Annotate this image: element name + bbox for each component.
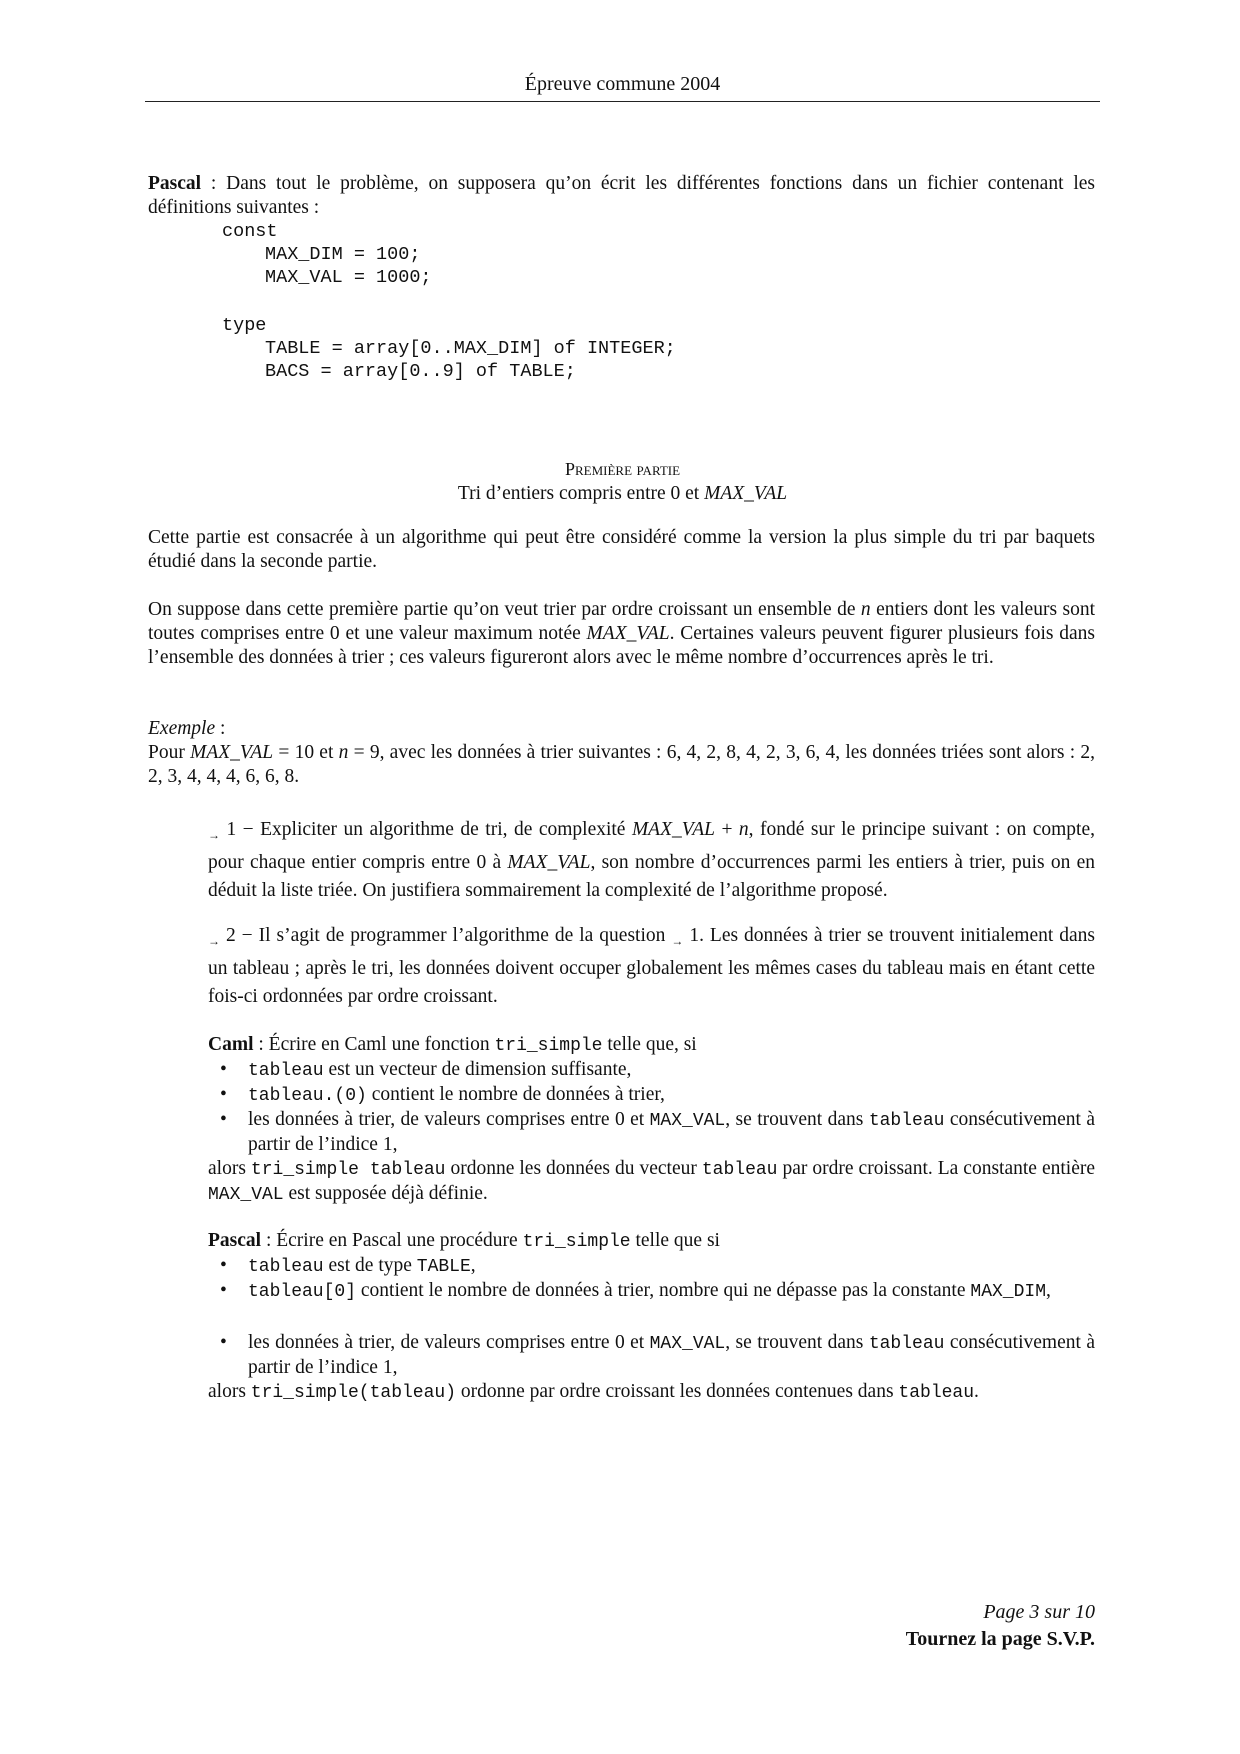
pascal-bullet-1: • tableau est de type TABLE,	[220, 1255, 476, 1277]
pascal-heading: Pascal : Écrire en Pascal une procédure tri_simple telle que si	[208, 1230, 720, 1252]
code-bacs-def: BACS = array[0..9] of TABLE;	[265, 361, 576, 382]
caml-bullet-3: • les données à trier, de valeurs comprises entre 0 et MAX_VAL, se trouvent dans tableau consécutivement à partir de l’indice 1,	[220, 1109, 1095, 1155]
code-table-def: TABLE = array[0..MAX_DIM] of INTEGER;	[265, 338, 676, 359]
pascal-conclusion: alors tri_simple(tableau) ordonne par ordre croissant les données contenues dans tableau.	[208, 1381, 979, 1403]
bullet-icon: •	[220, 1109, 227, 1130]
intro-text: : Dans tout le problème, on supposera qu’on écrit les différentes fonctions dans un fichier contenant les définitions suivantes :	[148, 173, 1095, 218]
question-1: $_\to$ 1 − Expliciter un algorithme de tri, de complexité MAX_VAL + n, fondé sur le principe suivant : on compte, pour chaque entier compris entre 0 à MAX_VAL, son nombre d’occurrences parmi les entiers à trier, puis on en déduit la liste triée. On justifiera sommairement la complexité de l’algorithme proposé.	[208, 819, 1095, 901]
header-rule	[145, 101, 1100, 102]
example-label: Exemple :	[148, 718, 226, 739]
bullet-icon: •	[220, 1280, 227, 1301]
code-type-keyword: type	[222, 315, 267, 336]
section-label: Première partie	[564, 459, 681, 479]
arrow-icon: →	[671, 934, 684, 948]
caml-bullet-2: • tableau.(0) contient le nombre de données à trier,	[220, 1084, 665, 1106]
bullet-icon: •	[220, 1059, 227, 1080]
caml-bullet-1: • tableau est un vecteur de dimension suffisante,	[220, 1059, 632, 1081]
question-2: $_\to$ 2 − Il s’agit de programmer l’algorithme de la question $_\to$ 1. Les données à trier se trouvent initialement dans un tableau ; après le tri, les données doivent occuper globalement les mêmes cases du tableau mais en étant cette fois-ci ordonnées par ordre croissant.	[208, 925, 1095, 1007]
page-number: Page 3 sur 10	[983, 1601, 1095, 1623]
arrow-icon: →	[208, 828, 220, 842]
intro-paragraph	[148, 172, 1095, 220]
section-subtitle: Tri d’entiers compris entre 0 et MAX_VAL	[457, 483, 788, 504]
paragraph-problem: On suppose dans cette première partie qu’on veut trier par ordre croissant un ensemble de n entiers dont les valeurs sont toutes comprises entre 0 et une valeur maximum notée MAX_VAL. Certaines valeurs peuvent figurer plusieurs fois dans l’ensemble des données à trier ; ces valeurs figureront alors avec le même nombre d’occurrences après le tri.	[148, 599, 1095, 668]
caml-heading: Caml : Écrire en Caml une fonction tri_simple telle que, si	[208, 1034, 697, 1056]
turn-page-note: Tournez la page S.V.P.	[905, 1628, 1095, 1650]
pascal-bullet-2: • tableau[0] contient le nombre de données à trier, nombre qui ne dépasse pas la constante MAX_DIM,	[220, 1280, 1051, 1302]
bullet-icon: •	[220, 1084, 227, 1105]
page-header: Épreuve commune 2004	[524, 73, 721, 95]
bullet-icon: •	[220, 1332, 227, 1353]
example-text: Pour MAX_VAL = 10 et n = 9, avec les données à trier suivantes : 6, 4, 2, 8, 4, 2, 3, 6, 4, les données triées sont alors : 2, 2, 3, 4, 4, 4, 6, 6, 8.	[148, 742, 1096, 787]
arrow-icon: →	[208, 934, 220, 948]
pascal-bullet-3: • les données à trier, de valeurs comprises entre 0 et MAX_VAL, se trouvent dans tableau consécutivement à partir de l’indice 1,	[220, 1332, 1095, 1378]
code-const-keyword: const	[222, 221, 278, 242]
code-max-val: MAX_VAL = 1000;	[265, 267, 432, 288]
code-max-dim: MAX_DIM = 100;	[265, 244, 421, 265]
caml-conclusion: alors tri_simple tableau ordonne les données du vecteur tableau par ordre croissant. La constante entière MAX_VAL est supposée déjà définie.	[208, 1158, 1096, 1205]
bullet-icon: •	[220, 1255, 227, 1276]
paragraph-intro-part: Cette partie est consacrée à un algorithme qui peut être considéré comme la version la plus simple du tri par baquets étudié dans la seconde partie.	[148, 527, 1095, 572]
intro-lead: Pascal	[148, 173, 202, 194]
